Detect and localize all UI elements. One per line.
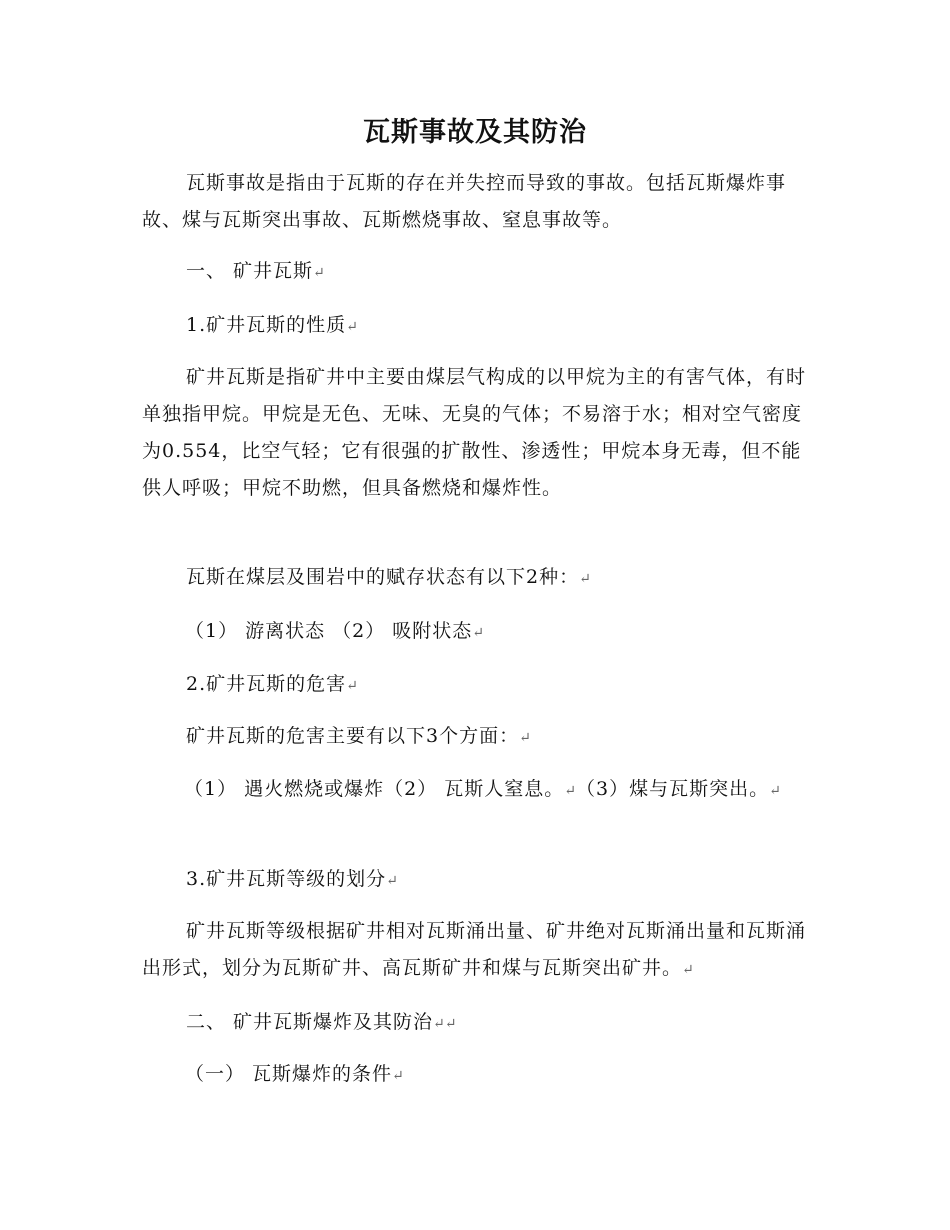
paragraph-mark-icon: ↵	[386, 873, 398, 889]
paragraph-mark-icon: ↵	[346, 319, 358, 335]
methane-properties-paragraph: 矿井瓦斯是指矿井中主要由煤层气构成的以甲烷为主的有害气体，有时单独指甲烷。甲烷是无色、无味、无臭的气体；不易溶于水；相对空气密度为0.554，比空气轻；它有很强的扩散性、渗透性；甲烷本身无毒，但不能供人呼吸；甲烷不助燃，但具备燃烧和爆炸性。	[142, 366, 807, 499]
subheading-1-3: 3.矿井瓦斯等级的划分↵	[186, 868, 398, 890]
subheading-1-1: 1.矿井瓦斯的性质↵	[186, 314, 358, 336]
document-title: 瓦斯事故及其防治	[363, 117, 587, 148]
paragraph-mark-icon: ↵	[472, 625, 485, 641]
paragraph-mark-icon: ↵	[769, 783, 781, 799]
hazards-intro: 矿井瓦斯的危害主要有以下3个方面：↵	[186, 725, 531, 747]
subheading-1-2: 2.矿井瓦斯的危害↵	[186, 673, 358, 695]
section-heading-1: 一、 矿井瓦斯↵	[186, 260, 325, 282]
paragraph-mark-icon: ↵	[313, 265, 325, 281]
grading-paragraph: 矿井瓦斯等级根据矿井相对瓦斯涌出量、矿井绝对瓦斯涌出量和瓦斯涌出形式，划分为瓦斯矿井、高瓦斯矿井和煤与瓦斯突出矿井。↵	[142, 920, 807, 979]
section-heading-2: 二、 矿井瓦斯爆炸及其防治↵↵	[186, 1011, 457, 1033]
occurrence-states-intro: 瓦斯在煤层及围岩中的赋存状态有以下2种：↵	[186, 566, 591, 588]
paragraph-mark-icon: ↵	[392, 1068, 404, 1084]
occurrence-states-list: （1） 游离状态 （2） 吸附状态↵	[185, 620, 485, 642]
paragraph-mark-icon: ↵	[682, 962, 694, 978]
subheading-2-1: （一） 瓦斯爆炸的条件↵	[185, 1063, 404, 1085]
intro-paragraph: 瓦斯事故是指由于瓦斯的存在并失控而导致的事故。包括瓦斯爆炸事故、煤与瓦斯突出事故、瓦斯燃烧事故、窒息事故等。	[142, 172, 787, 231]
hazards-list: （1） 遇火燃烧或爆炸（2） 瓦斯人窒息。↵（3）煤与瓦斯突出。↵	[184, 778, 781, 800]
paragraph-mark-icon: ↵↵	[433, 1016, 457, 1032]
paragraph-mark-icon: ↵	[346, 678, 358, 694]
paragraph-mark-icon: ↵	[519, 730, 531, 746]
paragraph-mark-icon: ↵	[564, 783, 576, 799]
paragraph-mark-icon: ↵	[579, 571, 591, 587]
